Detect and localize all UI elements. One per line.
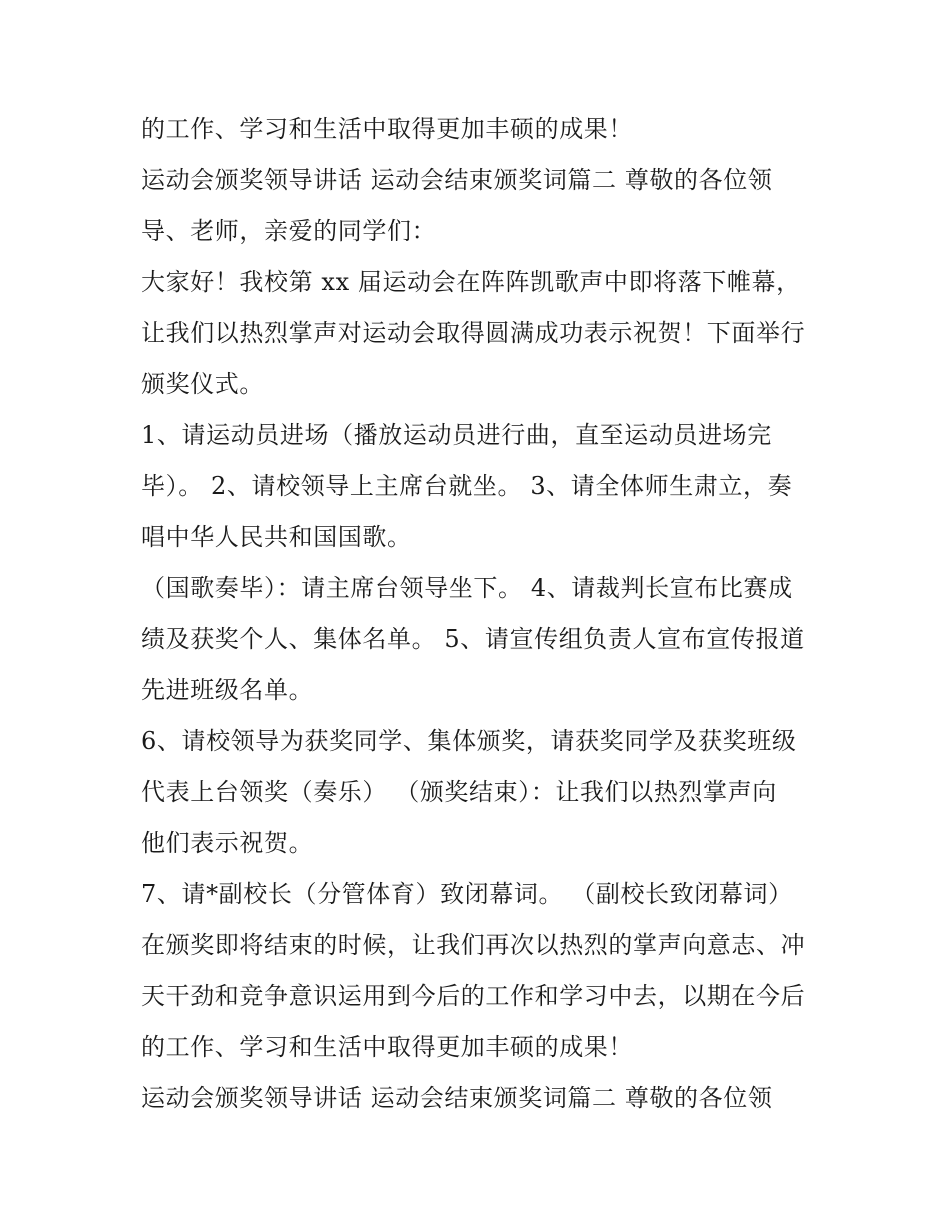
text-line: 6、请校领导为获奖同学、集体颁奖，请获奖同学及获奖班级 xyxy=(141,727,797,755)
text-line: 在颁奖即将结束的时候，让我们再次以热烈的掌声向意志、冲 xyxy=(141,931,806,959)
text-line: 让我们以热烈掌声对运动会取得圆满成功表示祝贺！下面举行 xyxy=(141,319,806,347)
text-line: 绩及获奖个人、集体名单。 5、请宣传组负责人宣布宣传报道 xyxy=(141,625,805,653)
text-line: 的工作、学习和生活中取得更加丰硕的成果！ xyxy=(141,1033,633,1061)
text-line: 天干劲和竞争意识运用到今后的工作和学习中去，以期在今后 xyxy=(141,982,806,1010)
text-line: 7、请*副校长（分管体育）致闭幕词。 （副校长致闭幕词） xyxy=(141,880,793,908)
text-line: 毕）。 2、请校领导上主席台就坐。 3、请全体师生肃立，奏 xyxy=(141,472,793,500)
text-line: 导、老师，亲爱的同学们： xyxy=(141,217,437,245)
text-line: 1、请运动员进场（播放运动员进行曲，直至运动员进场完 xyxy=(141,421,772,449)
document-body xyxy=(141,104,841,1124)
text-line: 的工作、学习和生活中取得更加丰硕的成果！ xyxy=(141,115,633,143)
text-line: 颁奖仪式。 xyxy=(141,370,264,398)
text-line: 代表上台领奖（奏乐） （颁奖结束）：让我们以热烈掌声向 xyxy=(141,778,777,806)
text-line: 运动会颁奖领导讲话 运动会结束颁奖词篇二 尊敬的各位领 xyxy=(141,166,773,194)
text-line: 唱中华人民共和国国歌。 xyxy=(141,523,412,551)
text-line: 先进班级名单。 xyxy=(141,676,314,704)
text-line: 他们表示祝贺。 xyxy=(141,829,314,857)
text-line: 运动会颁奖领导讲话 运动会结束颁奖词篇二 尊敬的各位领 xyxy=(141,1084,773,1112)
text-line: （国歌奏毕）：请主席台领导坐下。 4、请裁判长宣布比赛成 xyxy=(141,574,793,602)
text-line: 大家好！我校第 xx 届运动会在阵阵凯歌声中即将落下帷幕， xyxy=(141,268,801,296)
